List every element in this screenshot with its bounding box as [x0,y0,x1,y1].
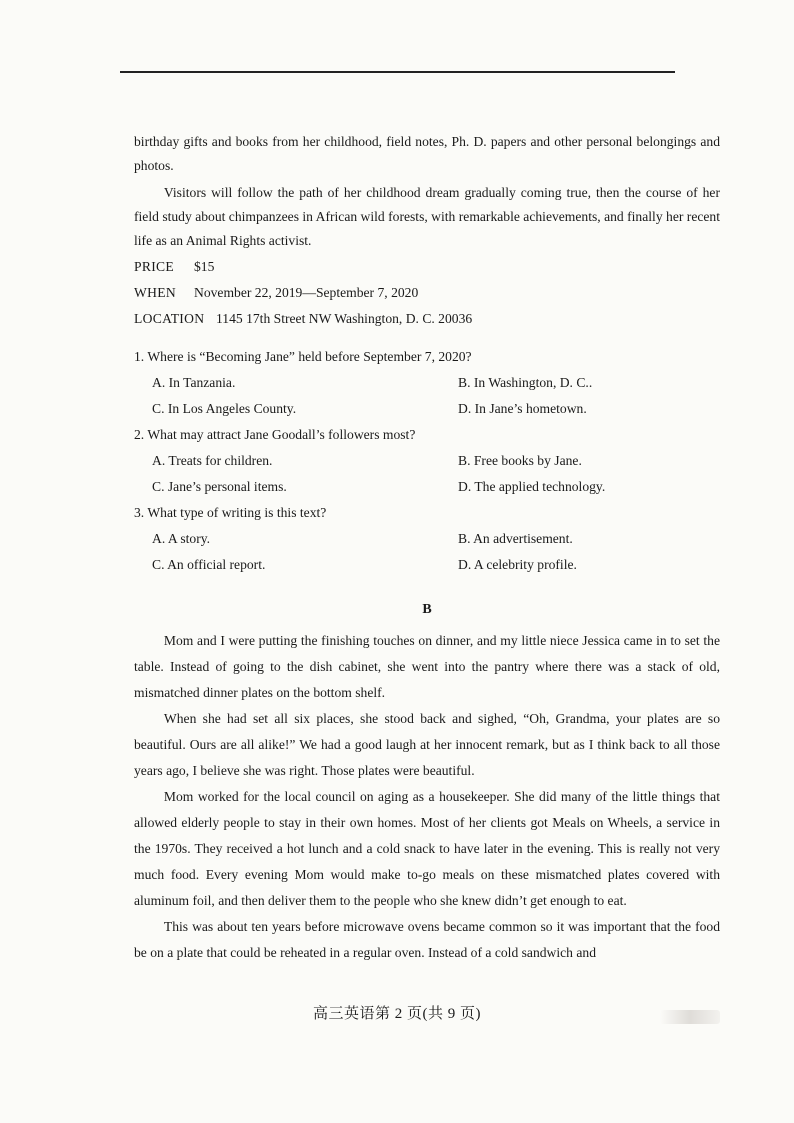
section-b-title: B [422,602,432,617]
page-content [134,130,720,966]
passage-b [134,628,720,966]
location-row [134,307,720,331]
option-d: D. A celebrity profile. [458,557,577,572]
option-grid [134,448,720,500]
option-a: A. Treats for children. [152,453,273,468]
question-stem: 1. Where is “Becoming Jane” held before September 7, 2020? [134,349,472,364]
when-label: WHEN [134,285,176,300]
price-row [134,255,720,279]
option-d: D. In Jane’s hometown. [458,401,587,416]
location-label: LOCATION [134,311,205,326]
option-a: A. A story. [152,531,211,546]
option-a: A. In Tanzania. [152,375,236,390]
option-grid [134,526,720,578]
passage-b-paragraph: Mom worked for the local council on aging as a housekeeper. She did many of the little things that allowed elderly people to stay in their own homes. Most of her clients got Meals on Wheels, a service in the 1970s. They received a hot lunch and a cold snack to have later in the evening. This is really not very much food. Every evening Mom would make to-go meals on these mismatched plates covered with aluminum foil, and then deliver them to the people who she knew didn’t get enough to eat. [134,789,720,908]
option-c: C. Jane’s personal items. [152,479,287,494]
location-value: 1145 17th Street NW Washington, D. C. 20036 [216,311,473,326]
scan-smudge [660,1010,720,1024]
question-item [134,423,720,500]
when-row [134,281,720,305]
option-grid [134,370,720,422]
price-value: $15 [194,259,215,274]
option-b: B. An advertisement. [458,531,573,546]
option-b: B. Free books by Jane. [458,453,582,468]
question-stem: 2. What may attract Jane Goodall’s followers most? [134,427,416,442]
option-b: B. In Washington, D. C.. [458,375,593,390]
question-item [134,501,720,578]
question-list [134,345,720,578]
when-value: November 22, 2019—September 7, 2020 [194,285,419,300]
passage-a-paragraph: birthday gifts and books from her childhood, field notes, Ph. D. papers and other personal belongings and photos. [134,134,720,173]
page-footer: 高三英语第 2 页(共 9 页) [313,1006,481,1022]
option-c: C. In Los Angeles County. [152,401,297,416]
price-label: PRICE [134,259,175,274]
passage-b-paragraph: This was about ten years before microwave ovens became common so it was important that the food be on a plate that could be reheated in a regular oven. Instead of a cold sandwich and [134,919,720,960]
event-info [134,255,720,331]
question-item [134,345,720,422]
passage-a-paragraph: Visitors will follow the path of her childhood dream gradually coming true, then the course of her field study about chimpanzees in African wild forests, with remarkable achievements, and finally her recent life as an Animal Rights activist. [134,185,720,248]
passage-b-paragraph: When she had set all six places, she stood back and sighed, “Oh, Grandma, your plates are so beautiful. Ours are all alike!” We had a good laugh at her innocent remark, but as I think back to all those years ago, I believe she was right. Those plates were beautiful. [134,711,720,778]
header-rule [120,71,675,73]
option-d: D. The applied technology. [458,479,606,494]
question-stem: 3. What type of writing is this text? [134,505,327,520]
option-c: C. An official report. [152,557,266,572]
passage-b-paragraph: Mom and I were putting the finishing touches on dinner, and my little niece Jessica came in to set the table. Instead of going to the dish cabinet, she went into the pantry where there was a stack of old, mismatched dinner plates on the bottom shelf. [134,633,720,700]
